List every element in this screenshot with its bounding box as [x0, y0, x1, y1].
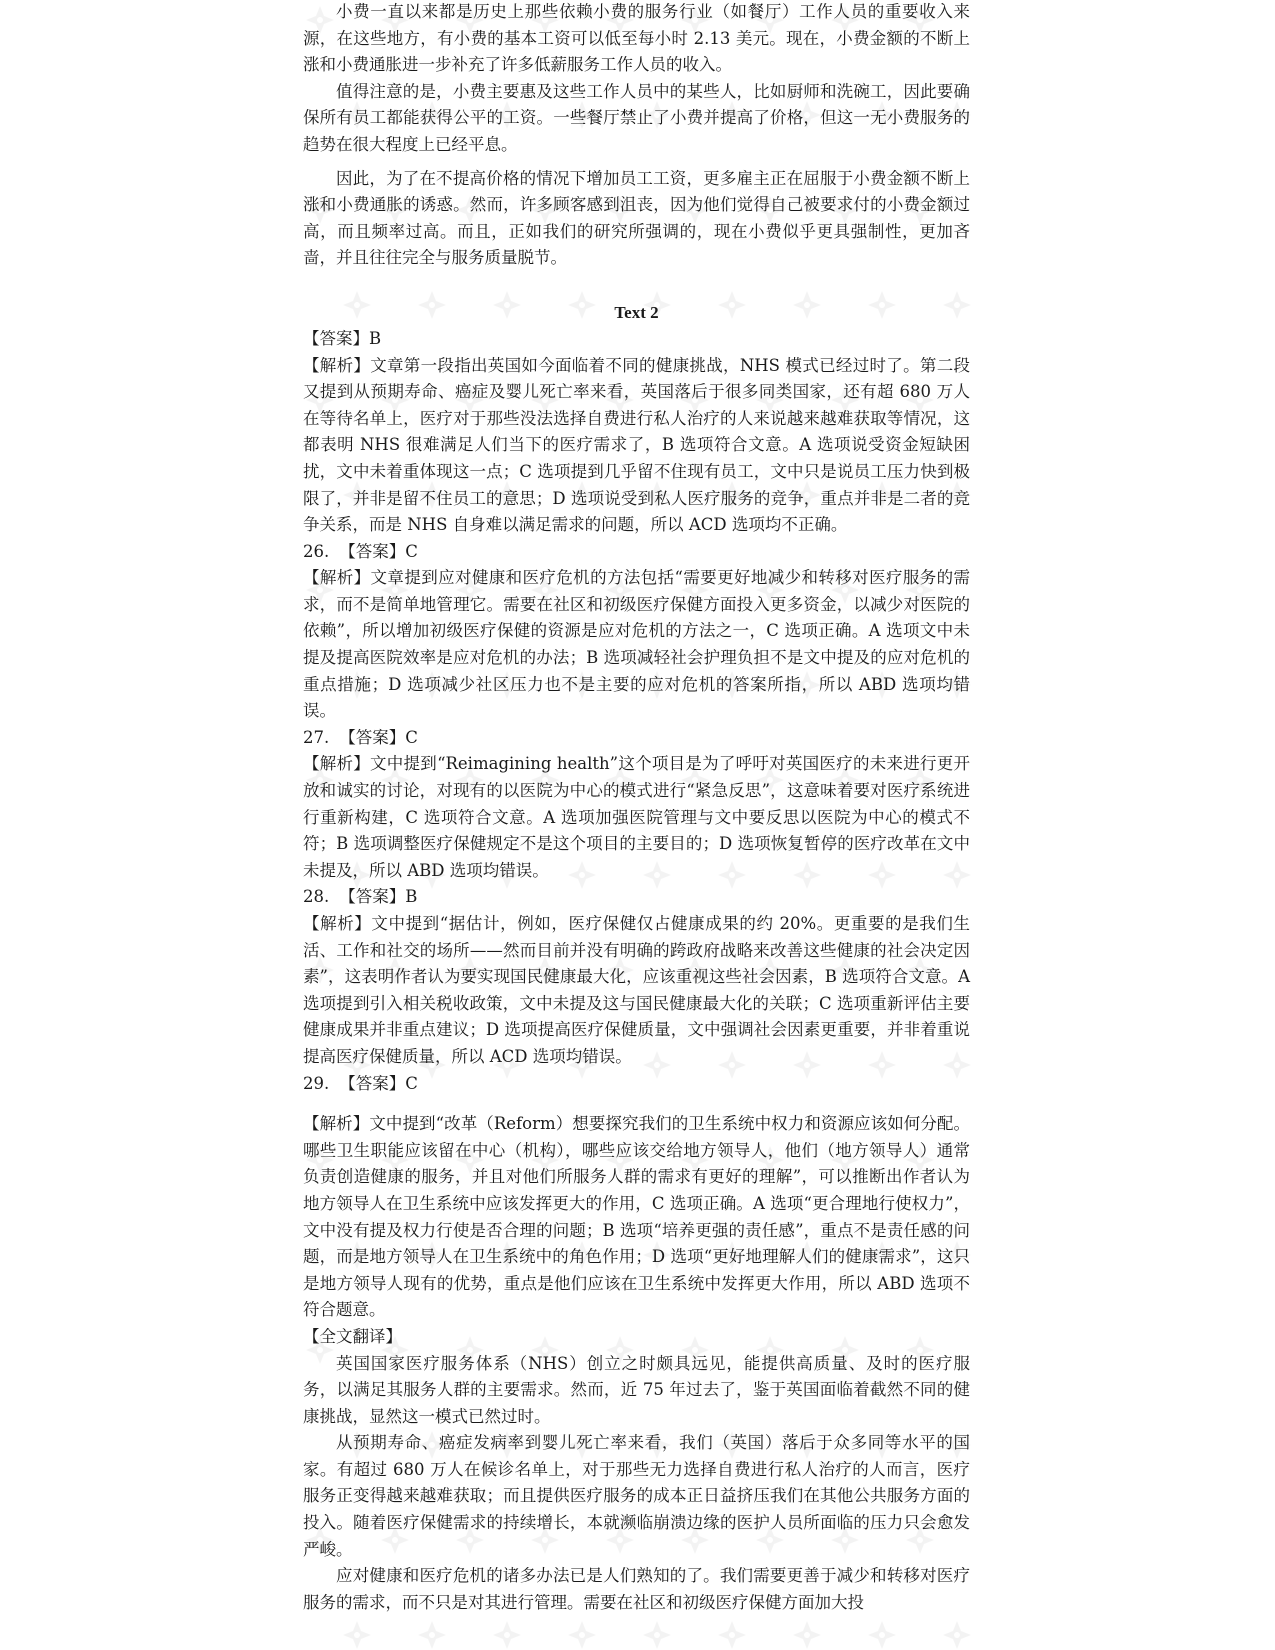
- watermark-mark: [418, 1621, 446, 1649]
- intro-paragraph: 小费一直以来都是历史上那些依赖小费的服务行业（如餐厅）工作人员的重要收入来源，在这些地方，有小费的基本工资可以低至每小时 2.13 美元。现在，小费金额的不断上涨和小费通胀进一步补充了许多低薪服务工作人员的收入。: [303, 2, 970, 75]
- answer-value: C: [405, 541, 418, 561]
- analysis-text: 文章第一段指出英国如今面临着不同的健康挑战，NHS 模式已经过时了。第二段又提到从预期寿命、癌症及婴儿死亡率来看，英国落后于很多同类国家，还有超 680 万人在等待名单上，医疗对于那些没法选择自费进行私人治疗的人来说越来越难获取等情况，这都表明 NHS 很难满足人们当下的医疗需求了，B 选项符合文意。A 选项说受资金短缺困扰，文中未着重体现这一点；C 选项提到几乎留不住现有员工，文中只是说员工压力快到极限了，并非是留不住员工的意思；D 选项说受到私人医疗服务的竞争，重点并非是二者的竞争关系，而是 NHS 自身难以满足需求的问题，所以 ACD 选项均不正确。: [303, 355, 971, 535]
- answer-line: [303, 884, 970, 911]
- watermark-mark: [343, 1621, 371, 1649]
- analysis-tag: 【解析】: [303, 568, 371, 588]
- answer-block: [303, 539, 970, 725]
- answer-block: [303, 1071, 970, 1324]
- analysis-line: [303, 353, 970, 539]
- answer-line: [303, 326, 970, 353]
- watermark-mark: [793, 1621, 821, 1649]
- translation-paragraph: 从预期寿命、癌症发病率到婴儿死亡率来看，我们（英国）落后于众多同等水平的国家。有超过 680 万人在候诊名单上，对于那些无力选择自费进行私人治疗的人而言，医疗服务正变得越来越难获取；而且提供医疗服务的成本正日益挤压我们在其他公共服务方面的投入。随着医疗保健需求的持续增长，本就濒临崩溃边缘的医护人员所面临的压力只会愈发严峻。: [303, 1433, 970, 1559]
- document-page: [303, 0, 970, 1616]
- section-title: Text 2: [614, 302, 659, 322]
- watermark-mark: [493, 1621, 521, 1649]
- question-number: 26.: [303, 541, 330, 561]
- answer-tag: 【答案】: [303, 328, 369, 348]
- analysis-tag: 【解析】: [303, 914, 372, 933]
- answer-value: C: [405, 727, 418, 747]
- intro-paragraph: 值得注意的是，小费主要惠及这些工作人员中的某些人，比如厨师和洗碗工，因此要确保所有员工都能获得公平的工资。一些餐厅禁止了小费并提高了价格，但这一无小费服务的趋势在很大程度上已经平息。: [303, 81, 970, 154]
- answer-value: B: [369, 328, 382, 348]
- analysis-tag: 【解析】: [303, 754, 371, 774]
- answer-tag: 【答案】: [339, 887, 406, 907]
- answer-block: [303, 725, 970, 885]
- answer-tag: 【答案】: [339, 1073, 406, 1093]
- translation-paragraph: 应对健康和医疗危机的诸多办法已是人们熟知的了。我们需要更善于减少和转移对医疗服务的需求，而不只是对其进行管理。需要在社区和初级医疗保健方面加大投: [303, 1566, 970, 1612]
- answer-tag: 【答案】: [339, 541, 406, 561]
- translation-heading: 【全文翻译】: [303, 1326, 402, 1346]
- question-number: 28.: [303, 887, 330, 907]
- answer-tag: 【答案】: [339, 727, 406, 747]
- watermark-mark: [943, 1621, 971, 1649]
- analysis-text: 文章提到应对健康和医疗危机的方法包括“需要更好地减少和转移对医疗服务的需求，而不是简单地管理它。需要在社区和初级医疗保健方面投入更多资金，以减少对医院的依赖”，所以增加初级医疗保健的资源是应对危机的方法之一，C 选项正确。A 选项文中未提及提高医院效率是应对危机的办法；B 选项减轻社会护理负担不是文中提及的应对危机的重点措施；D 选项减少社区压力也不是主要的应对危机的答案所指，所以 ABD 选项均错误。: [303, 568, 970, 721]
- answer-line: [303, 725, 970, 752]
- analysis-tag: 【解析】: [303, 1114, 370, 1134]
- answer-line: [303, 1071, 970, 1098]
- watermark-mark: [643, 1621, 671, 1649]
- analysis-text: 文中提到“改革（Reform）想要探究我们的卫生系统中权力和资源应该如何分配。哪些卫生职能应该留在中心（机构），哪些应该交给地方领导人，他们（地方领导人）通常负责创造健康的服务，并且对他们所服务人群的需求有更好的理解”，可以推断出作者认为地方领导人在卫生系统中应该发挥更大的作用，C 选项正确。A 选项“更合理地行使权力”，文中没有提及权力行使是否合理的问题；B 选项“培养更强的责任感”，重点不是责任感的问题，而是地方领导人在卫生系统中的角色作用；D 选项“更好地理解人们的健康需求”，这只是地方领导人现有的优势，重点是他们应该在卫生系统中发挥更大作用，所以 ABD 选项不符合题意。: [303, 1114, 971, 1320]
- answer-value: B: [405, 887, 418, 907]
- question-number: 29.: [303, 1073, 330, 1093]
- answer-block: [303, 884, 970, 1070]
- watermark-mark: [718, 1621, 746, 1649]
- analysis-tag: 【解析】: [303, 355, 371, 375]
- analysis-text: 文中提到“据估计，例如，医疗保健仅占健康成果的约 20%。更重要的是我们生活、工作和社交的场所——然而目前并没有明确的跨政府战略来改善这些健康的社会决定因素”，这表明作者认为要实现国民健康最大化，应该重视这些社会因素，B 选项符合文意。A 选项提到引入相关税收政策，文中未提及这与国民健康最大化的关联；C 选项重新评估主要健康成果并非重点建议；D 选项提高医疗保健质量，文中强调社会因素更重要，并非着重说提高医疗保健质量，所以 ACD 选项均错误。: [303, 914, 971, 1066]
- analysis-line: [303, 565, 970, 725]
- answer-block: [303, 326, 970, 539]
- analysis-text: 文中提到“Reimagining health”这个项目是为了呼吁对英国医疗的未来进行更开放和诚实的讨论，对现有的以医院为中心的模式进行“紧急反思”，这意味着要对医疗系统进行重新构建，C 选项符合文意。A 选项加强医院管理与文中要反思以医院为中心的模式不符；B 选项调整医疗保健规定不是这个项目的主要目的；D 选项恢复暂停的医疗改革在文中未提及，所以 ABD 选项均错误。: [303, 754, 970, 880]
- intro-paragraph: 因此，为了在不提高价格的情况下增加员工工资，更多雇主正在屈服于小费金额不断上涨和小费通胀的诱惑。然而，许多顾客感到沮丧，因为他们觉得自己被要求付的小费金额过高，而且频率过高。而且，正如我们的研究所强调的，现在小费似乎更具强制性，更加吝啬，并且往往完全与服务质量脱节。: [303, 168, 970, 268]
- watermark-mark: [568, 1621, 596, 1649]
- analysis-line: [303, 911, 970, 1071]
- answer-value: C: [405, 1073, 418, 1093]
- analysis-line: [303, 1111, 970, 1324]
- answer-line: [303, 539, 970, 566]
- watermark-mark: [868, 1621, 896, 1649]
- translation-paragraph: 英国国家医疗服务体系（NHS）创立之时颇具远见，能提供高质量、及时的医疗服务，以满足其服务人群的主要需求。然而，近 75 年过去了，鉴于英国面临着截然不同的健康挑战，显然这一模式已然过时。: [303, 1353, 970, 1426]
- question-number: 27.: [303, 727, 330, 747]
- analysis-line: [303, 751, 970, 884]
